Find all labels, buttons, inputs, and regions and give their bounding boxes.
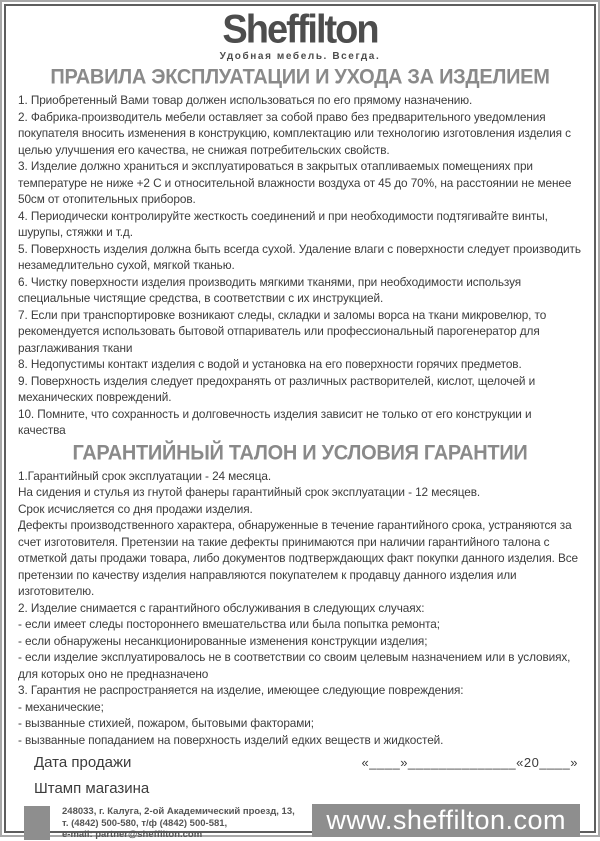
warranty-line-3: Срок исчисляется со дня продажи изделия. <box>18 501 253 516</box>
sale-date-label: Дата продажи <box>34 754 132 771</box>
gray-square-mark <box>24 806 50 840</box>
website-banner: www.sheffilton.com <box>312 804 580 837</box>
address-line-2: т. (4842) 500-580, т/ф (4842) 500-581, <box>62 817 228 829</box>
rule-item-4: 4. Периодически контролируйте жесткость соединений и при необходимости подтягивайте винты, шурупы, стяжки и т.д. <box>18 208 548 239</box>
warranty-line-5: 2. Изделие снимается с гарантийного обслуживания в следующих случаях: <box>18 600 425 615</box>
address-line-3: e-mail: partner@sheffilton.com <box>62 829 203 840</box>
warranty-line-8: - если изделие эксплуатировалось не в соответствии со своим целевым назначением или в условиях, для которых оно не предназначено <box>18 650 571 681</box>
warranty-line-12: - вызванные попаданием на поверхность изделий едких веществ и жидкостей. <box>18 732 444 747</box>
warranty-text <box>18 468 582 749</box>
rule-item-7: 7. Если при транспортировке возникают следы, складки и заломы ворса на ткани микровелюр, то рекомендуется использовать бытовой отпариватель или профессиональный парогенератор для разглаживания ткани <box>18 307 547 355</box>
warranty-line-1: 1.Гарантийный срок эксплуатации - 24 месяца. <box>18 468 272 483</box>
rules-list <box>18 92 582 439</box>
warranty-line-7: - если обнаружены несанкционированные изменения конструкции изделия; <box>18 633 428 648</box>
card-inner-frame <box>4 4 596 840</box>
brand-logo: Sheffilton <box>222 7 378 53</box>
rule-item-2: 2. Фабрика-производитель мебели оставляет за собой право без предварительного уведомления покупателя вносить изменения в конструкцию, комплектацию или технологию изготовления изделия с целью улучшения его качества, не снижая потребительских свойств. <box>18 109 571 157</box>
warranty-line-6: - если имеет следы постороннего вмешательства или была попытка ремонта; <box>18 617 440 631</box>
rule-item-10: 10. Помните, что сохранность и долговечность изделия зависит не только от его конструкции и качества <box>18 406 532 437</box>
warranty-line-10: - механические; <box>18 699 104 714</box>
rule-item-3: 3. Изделие должно храниться и эксплуатироваться в закрытых отапливаемых помещениях при температуре не ниже +2 С и относительной влажности воздуха от 45 до 70%, на расстоянии не менее 50см от отопительных приборов. <box>18 159 572 206</box>
rule-item-5: 5. Поверхность изделия должна быть всегда сухой. Удаление влаги с поверхности следует производить незамедлительно сухой, мягкой тканью. <box>18 241 581 272</box>
brand-tagline: Удобная мебель. Всегда. <box>219 51 381 62</box>
rule-item-6: 6. Чистку поверхности изделия производить мягкими тканями, при необходимости используя специальные чистящие средства, в соответствии с их инструкцией. <box>18 274 522 305</box>
warranty-line-9: 3. Гарантия не распространяется на изделие, имеющее следующие повреждения: <box>18 683 464 697</box>
warranty-line-2: На сидения и стулья из гнутой фанеры гарантийный срок эксплуатации - 12 месяцев. <box>18 485 481 499</box>
brand-header <box>18 7 582 63</box>
warranty-line-11: - вызванные стихией, пожаром, бытовыми факторами; <box>18 716 314 730</box>
footer <box>18 803 582 841</box>
rules-section-title: ПРАВИЛА ЭКСПЛУАТАЦИИ И УХОДА ЗА ИЗДЕЛИЕМ <box>50 65 550 89</box>
rule-item-9: 9. Поверхность изделия следует предохранять от различных растворителей, кислот, щелочей и механических повреждений. <box>18 373 536 404</box>
sale-date-blank-line: «____»______________«20____» <box>361 755 578 770</box>
shop-stamp-label: Штамп магазина <box>34 780 150 797</box>
rule-item-8: 8. Недопустимы контакт изделия с водой и установка на его поверхности горячих предметов. <box>18 357 522 371</box>
address-line-1: 248033, г. Калуга, 2-ой Академический проезд, 13, <box>62 806 295 817</box>
address-block <box>62 806 295 841</box>
rule-item-1: 1. Приобретенный Вами товар должен использоваться по его прямому назначению. <box>18 93 473 107</box>
sale-date-row <box>18 748 582 771</box>
warranty-section-title: ГАРАНТИЙНЫЙ ТАЛОН И УСЛОВИЯ ГАРАНТИИ <box>72 440 528 465</box>
warranty-line-4: Дефекты производственного характера, обнаруженные в течение гарантийного срока, устраняются за счет изготовителя. Претензии на такие дефекты принимаются при наличии гарантийного талона с отметкой даты продажи товара, либо документов подтверждающих факт покупки данного изделия. Все претензии по качеству изделия направляются покупателем к продавцу данного изделия или изготовителю. <box>18 518 578 598</box>
